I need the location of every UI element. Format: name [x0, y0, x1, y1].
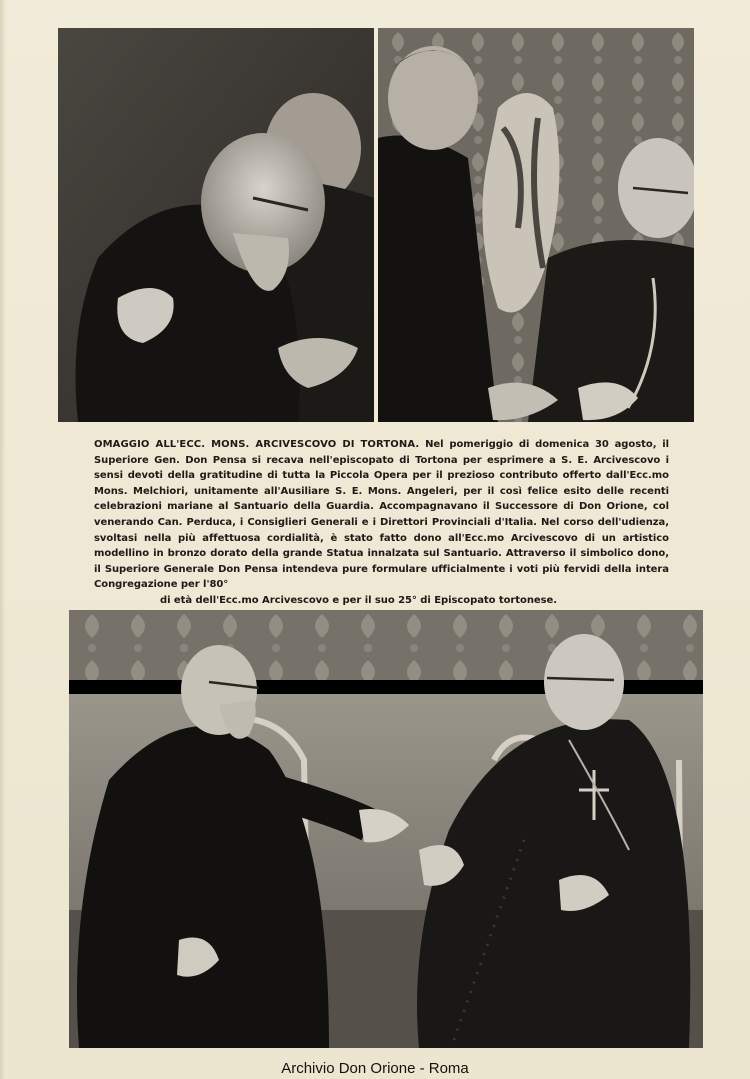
photo-caption: [94, 437, 669, 609]
caption-lead: OMAGGIO ALL'ECC. MONS. ARCIVESCOVO DI TORTONA.: [94, 439, 420, 450]
archive-footer: Archivio Don Orione - Roma: [281, 1060, 469, 1077]
caption-body: Nel pomeriggio di domenica 30 agosto, il Superiore Gen. Don Pensa si recava nell'episcopato di Tortona per esprimere a S. E. Arcivescovo i sensi devoti della gratitudine di tutta la Piccola Opera per il prezioso contributo offerto dall'Ecc.mo Mons. Melchiori, unitamente all'Ausiliare S. E. Mons. Angeleri, per il così felice esito delle recenti celebrazioni mariane al Santuario della Guardia. Accompagnavano il Successore di Don Orione, col venerando Can. Perduca, i Consiglieri Generali e i Direttori Provinciali d'Italia. Nel corso dell'udienza, svoltasi nella più affettuosa cordialità, è stato fatto dono all'Ecc.mo Arcivescovo di un artistico modellino in bronzo dorato della grande Statua innalzata sul Santuario. Attraverso il simbolico dono, il Superiore Generale Don Pensa intendeva pure formulare ufficialmente i voti più fervidi della intera Congregazione per l'80°: [94, 439, 669, 591]
photo-top-left: [58, 28, 374, 422]
page-edge: [0, 0, 6, 1079]
photo-top-right: [378, 28, 694, 422]
caption-last-line: di età dell'Ecc.mo Arcivescovo e per il suo 25° di Episcopato tortonese.: [160, 594, 558, 606]
photo-bottom: [69, 610, 703, 1048]
